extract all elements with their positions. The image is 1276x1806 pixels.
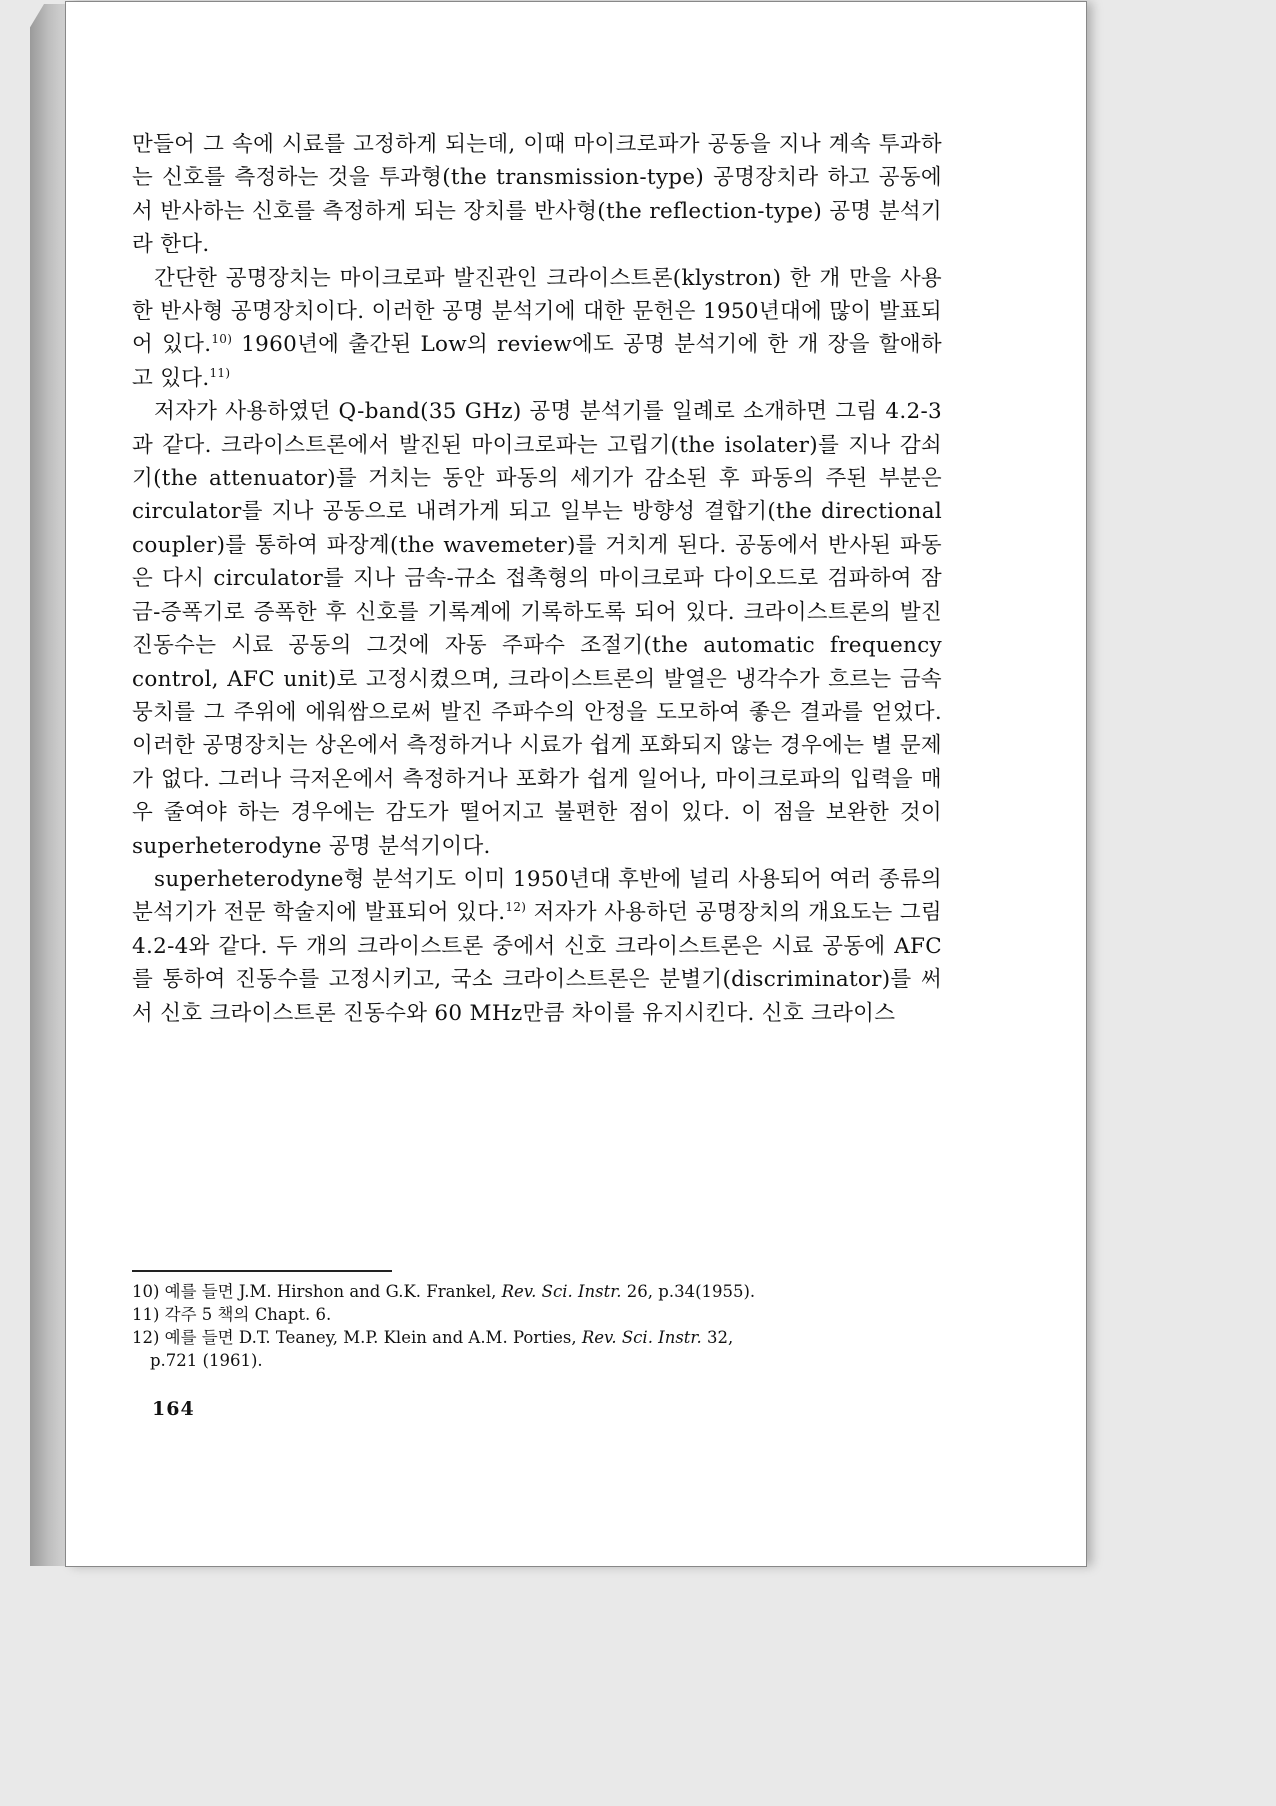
footnote-text: 각주 5 책의 Chapt. 6. xyxy=(159,1305,332,1324)
paragraph-2 xyxy=(132,262,942,396)
footnote-text: 예를 들면 J.M. Hirshon and G.K. Frankel, xyxy=(159,1282,502,1301)
footnote-text: 26, p.34(1955). xyxy=(621,1282,756,1301)
footnote-text: 32, xyxy=(701,1328,734,1347)
paragraph-3-text: 저자가 사용하였던 Q-band(35 GHz) 공명 분석기를 일례로 소개하면 그림 4.2-3과 같다. 크라이스트론에서 발진된 마이크로파는 고립기(the isolater)를 지나 감쇠기(the attenuator)를 거치는 동안 파동의 세기가 감소된 후 파동의 주된 부분은 circulator를 지나 공동으로 내려가게 되고 일부는 방향성 결합기(the directional coupler)를 통하여 파장계(the wavemeter)를 거치게 된다. 공동에서 반사된 파동은 다시 circulator를 지나 금속-규소 접촉형의 마이크로파 다이오드로 검파하여 잠금-증폭기로 증폭한 후 신호를 기록계에 기록하도록 되어 있다. 크라이스트론의 발진 진동수는 시료 공동의 그것에 자동 주파수 조절기(the automatic frequency control, AFC unit)로 고정시켰으며, 크라이스트론의 발열은 냉각수가 흐르는 금속 뭉치를 그 주위에 에워쌈으로써 발진 주파수의 안정을 도모하여 좋은 결과를 얻었다. 이러한 공명장치는 상온에서 측정하거나 시료가 쉽게 포화되지 않는 경우에는 별 문제가 없다. 그러나 극저온에서 측정하거나 포화가 쉽게 일어나, 마이크로파의 입력을 매우 줄여야 하는 경우에는 감도가 떨어지고 불편한 점이 있다. 이 점을 보완한 것이 superheterodyne 공명 분석기이다. xyxy=(132,399,942,859)
paragraph-2-text: 간단한 공명장치는 마이크로파 발진관인 크라이스트론(klystron) 한 개 만을 사용한 반사형 공명장치이다. 이러한 공명 분석기에 대한 문헌은 1950년대에 많이 발표되어 있다. xyxy=(132,265,942,358)
footnote-ref-10: 10) xyxy=(211,332,233,347)
paragraph-1-text: 만들어 그 속에 시료를 고정하게 되는데, 이때 마이크로파가 공동을 지나 계속 투과하는 신호를 측정하는 것을 투과형(the transmission-type) 공명장치라 하고 공동에서 반사하는 신호를 측정하게 되는 장치를 반사형(the reflection-type) 공명 분석기라 한다. xyxy=(132,132,942,258)
body-text xyxy=(132,128,942,1030)
footnote-12 xyxy=(132,1326,942,1372)
footnotes xyxy=(132,1280,942,1372)
footnote-mark: 11) xyxy=(132,1305,160,1324)
footnote-text-cont: p.721 (1961). xyxy=(150,1351,263,1370)
footnote-mark: 10) xyxy=(132,1282,160,1301)
page-number: 164 xyxy=(152,1398,195,1420)
footnote-divider xyxy=(132,1270,392,1272)
paragraph-3 xyxy=(132,395,942,863)
paragraph-4 xyxy=(132,863,942,1030)
footnote-journal: Rev. Sci. Instr. xyxy=(501,1282,622,1301)
book-spine-edge xyxy=(30,4,70,1566)
footnote-ref-11: 11) xyxy=(209,365,231,380)
footnote-11 xyxy=(132,1303,942,1326)
footnote-journal: Rev. Sci. Instr. xyxy=(581,1328,702,1347)
paragraph-4-text-cont: 저자가 사용하던 공명장치의 개요도는 그림 4.2-4와 같다. 두 개의 크라이스트론 중에서 신호 크라이스트론은 시료 공동에 AFC를 통하여 진동수를 고정시키고, 국소 크라이스트론은 분별기(discriminator)를 써서 신호 크라이스트론 진동수와 60 MHz만큼 차이를 유지시킨다. 신호 크라이스 xyxy=(132,900,942,1026)
paragraph-1 xyxy=(132,128,942,262)
paragraph-2-text-cont: 1960년에 출간된 Low의 review에도 공명 분석기에 한 개 장을 할애하고 있다. xyxy=(132,332,942,391)
footnote-ref-12: 12) xyxy=(505,900,527,915)
footnote-10 xyxy=(132,1280,942,1303)
paragraph-4-text: superheterodyne형 분석기도 이미 1950년대 후반에 널리 사용되어 여러 종류의 분석기가 전문 학술지에 발표되어 있다. xyxy=(132,866,942,926)
footnote-mark: 12) xyxy=(132,1328,160,1347)
footnote-text: 예를 들면 D.T. Teaney, M.P. Klein and A.M. Porties, xyxy=(159,1328,582,1347)
